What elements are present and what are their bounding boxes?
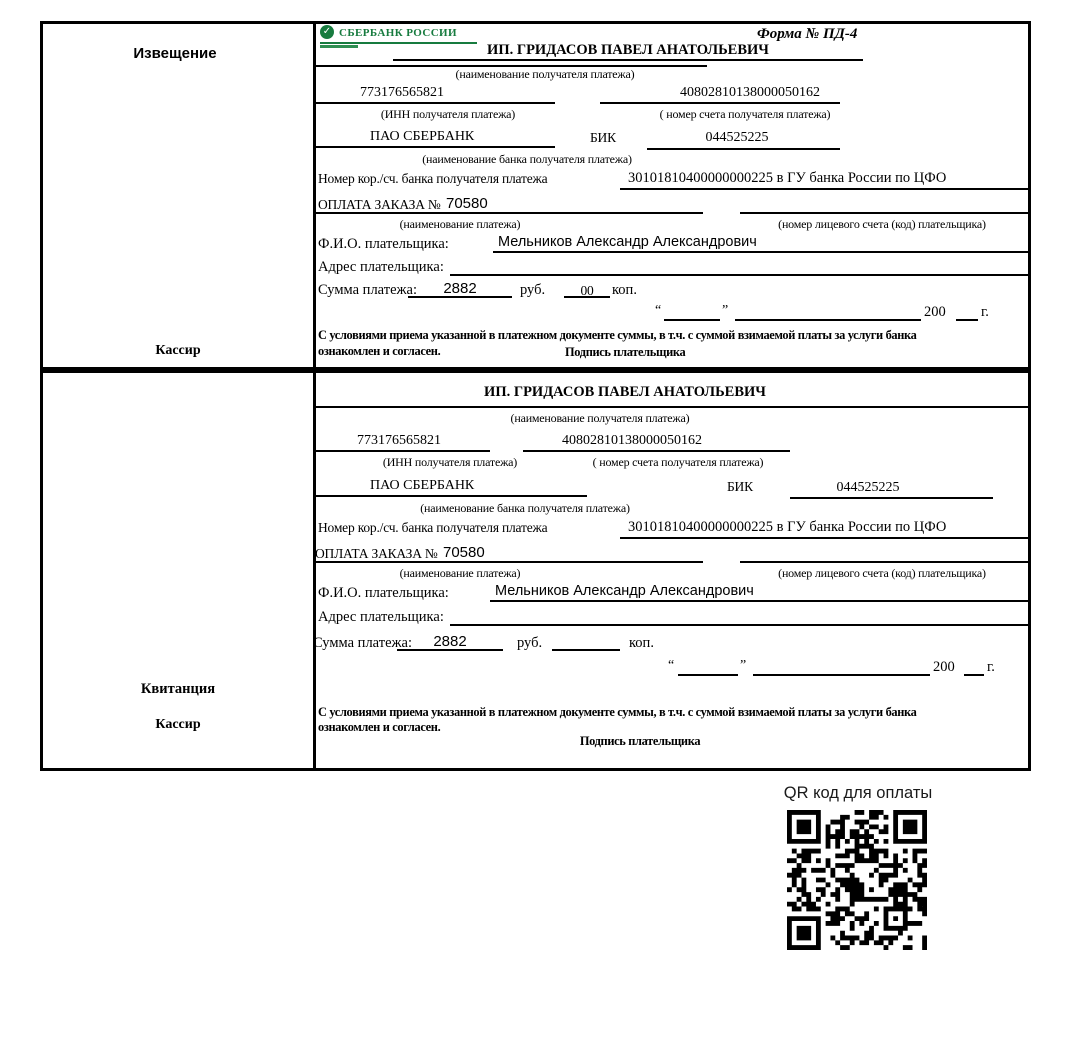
date-month-line <box>753 674 930 676</box>
purpose-line <box>313 561 703 563</box>
inn-caption: (ИНН получателя платежа) <box>382 455 518 469</box>
payer-label: Ф.И.О. плательщика: <box>318 585 449 601</box>
inn-value: 773176565821 <box>357 433 441 448</box>
terms-line1: С условиями приема указанной в платежном документе суммы, в т.ч. с суммой взимаемой платы за услуги банка <box>318 705 917 719</box>
address-line <box>450 624 1030 626</box>
qr-caption: QR код для оплаты <box>783 784 933 802</box>
inn-line <box>313 450 490 452</box>
bik-label: БИК <box>590 130 616 145</box>
bik-value: 044525225 <box>705 130 769 145</box>
kop-label: коп. <box>629 635 654 651</box>
signature-label: Подпись плательщика <box>565 345 686 359</box>
bik-line <box>647 148 840 150</box>
payer-line <box>490 600 1030 602</box>
date-open-quote: “ <box>655 303 662 318</box>
account-line <box>600 102 840 104</box>
date-month-line <box>735 319 921 321</box>
notice-cashier-label: Кассир <box>155 343 201 358</box>
address-line <box>450 274 1030 276</box>
inn-value: 773176565821 <box>360 85 444 100</box>
receipt-cashier-label: Кассир <box>155 717 201 732</box>
date-year-prefix: 200 <box>933 659 955 675</box>
terms-line2: ознакомлен и согласен. <box>318 344 441 358</box>
personal-account-line <box>740 212 1028 214</box>
signature-label: Подпись плательщика <box>579 734 701 748</box>
qr-code <box>787 810 927 950</box>
payer-label: Ф.И.О. плательщика: <box>318 236 449 252</box>
purpose-caption: (наименование платежа) <box>399 217 521 231</box>
account-value: 40802810138000050162 <box>680 85 820 100</box>
sberbank-logo-underline <box>320 42 477 44</box>
recipient-name: ИП. ГРИДАСОВ ПАВЕЛ АНАТОЛЬЕВИЧ <box>487 42 769 58</box>
date-open-quote: “ <box>668 658 675 673</box>
bik-label: БИК <box>727 479 753 494</box>
recipient-caption: (наименование получателя платежа) <box>510 411 690 425</box>
payer-value: Мельников Александр Александрович <box>495 583 754 599</box>
recipient-name-line <box>313 406 1030 408</box>
date-year-suffix: г. <box>981 304 989 320</box>
inn-line <box>313 102 555 104</box>
corr-value: 30101810400000000225 в ГУ банка России по ЦФО <box>628 519 947 535</box>
recipient-name: ИП. ГРИДАСОВ ПАВЕЛ АНАТОЛЬЕВИЧ <box>484 384 766 400</box>
bank-caption: (наименование банка получателя платежа) <box>422 152 632 166</box>
corr-value: 30101810400000000225 в ГУ банка России по ЦФО <box>628 170 947 186</box>
amount-kop-line <box>552 649 620 651</box>
recipient-caption: (наименование получателя платежа) <box>455 67 635 81</box>
payer-value: Мельников Александр Александрович <box>498 234 757 250</box>
amount-rub-value: 2882 <box>433 633 467 650</box>
bank-line <box>313 146 555 148</box>
date-day-line <box>664 319 720 321</box>
sberbank-logo-icon: ✓ <box>320 25 334 39</box>
notice-title: Извещение <box>133 45 217 62</box>
purpose-value: ОПЛАТА ЗАКАЗА № <box>318 197 441 212</box>
kop-label: коп. <box>612 282 637 298</box>
personal-account-caption: (номер лицевого счета (код) плательщика) <box>778 217 986 231</box>
order-number-value: 70580 <box>446 195 488 212</box>
address-label: Адрес плательщика: <box>318 259 444 275</box>
account-caption: ( номер счета получателя платежа) <box>592 455 764 469</box>
date-day-line <box>678 674 738 676</box>
terms-line2: ознакомлен и согласен. <box>318 720 441 734</box>
terms-line1: С условиями приема указанной в платежном документе суммы, в т.ч. с суммой взимаемой платы за услуги банка <box>318 328 917 342</box>
account-line <box>523 450 790 452</box>
order-number-value: 70580 <box>443 544 485 561</box>
bank-name-value: ПАО СБЕРБАНК <box>370 478 475 493</box>
date-year-line <box>964 674 984 676</box>
inn-caption: (ИНН получателя платежа) <box>380 107 516 121</box>
notice-divider <box>313 21 316 370</box>
personal-account-caption: (номер лицевого счета (код) плательщика) <box>778 566 986 580</box>
receipt-title: Квитанция <box>140 681 216 697</box>
recipient-name-line <box>393 59 863 61</box>
date-year-suffix: г. <box>987 659 995 675</box>
corr-line <box>620 188 1030 190</box>
amount-label: Сумма платежа: <box>313 635 412 651</box>
bik-line <box>790 497 993 499</box>
bank-caption: (наименование банка получателя платежа) <box>420 501 630 515</box>
corr-label: Номер кор./сч. банка получателя платежа <box>318 171 548 186</box>
account-value: 40802810138000050162 <box>562 433 702 448</box>
corr-line <box>620 537 1030 539</box>
date-close-quote: ” <box>740 658 747 673</box>
corr-label: Номер кор./сч. банка получателя платежа <box>318 520 548 535</box>
personal-account-line <box>740 561 1028 563</box>
rub-label: руб. <box>520 282 546 298</box>
amount-kop-value: 00 <box>580 283 594 298</box>
address-label: Адрес плательщика: <box>318 609 444 625</box>
amount-rub-value: 2882 <box>443 280 477 297</box>
payer-line <box>493 251 1030 253</box>
receipt-divider <box>313 370 316 771</box>
account-caption: ( номер счета получателя платежа) <box>659 107 831 121</box>
bik-value: 044525225 <box>836 480 900 495</box>
sberbank-logo-tagline <box>320 45 358 48</box>
sberbank-logo-text: СБЕРБАНК РОССИИ <box>339 27 457 39</box>
date-year-line <box>956 319 978 321</box>
form-number-label: Форма № ПД-4 <box>757 26 858 42</box>
purpose-value: ОПЛАТА ЗАКАЗА № <box>315 546 438 561</box>
amount-label: Сумма платежа: <box>318 282 417 298</box>
date-year-prefix: 200 <box>924 304 946 320</box>
bank-name-value: ПАО СБЕРБАНК <box>370 129 475 144</box>
purpose-caption: (наименование платежа) <box>399 566 521 580</box>
rub-label: руб. <box>517 635 543 651</box>
purpose-line <box>313 212 703 214</box>
bank-line <box>313 495 587 497</box>
date-close-quote: ” <box>722 303 729 318</box>
